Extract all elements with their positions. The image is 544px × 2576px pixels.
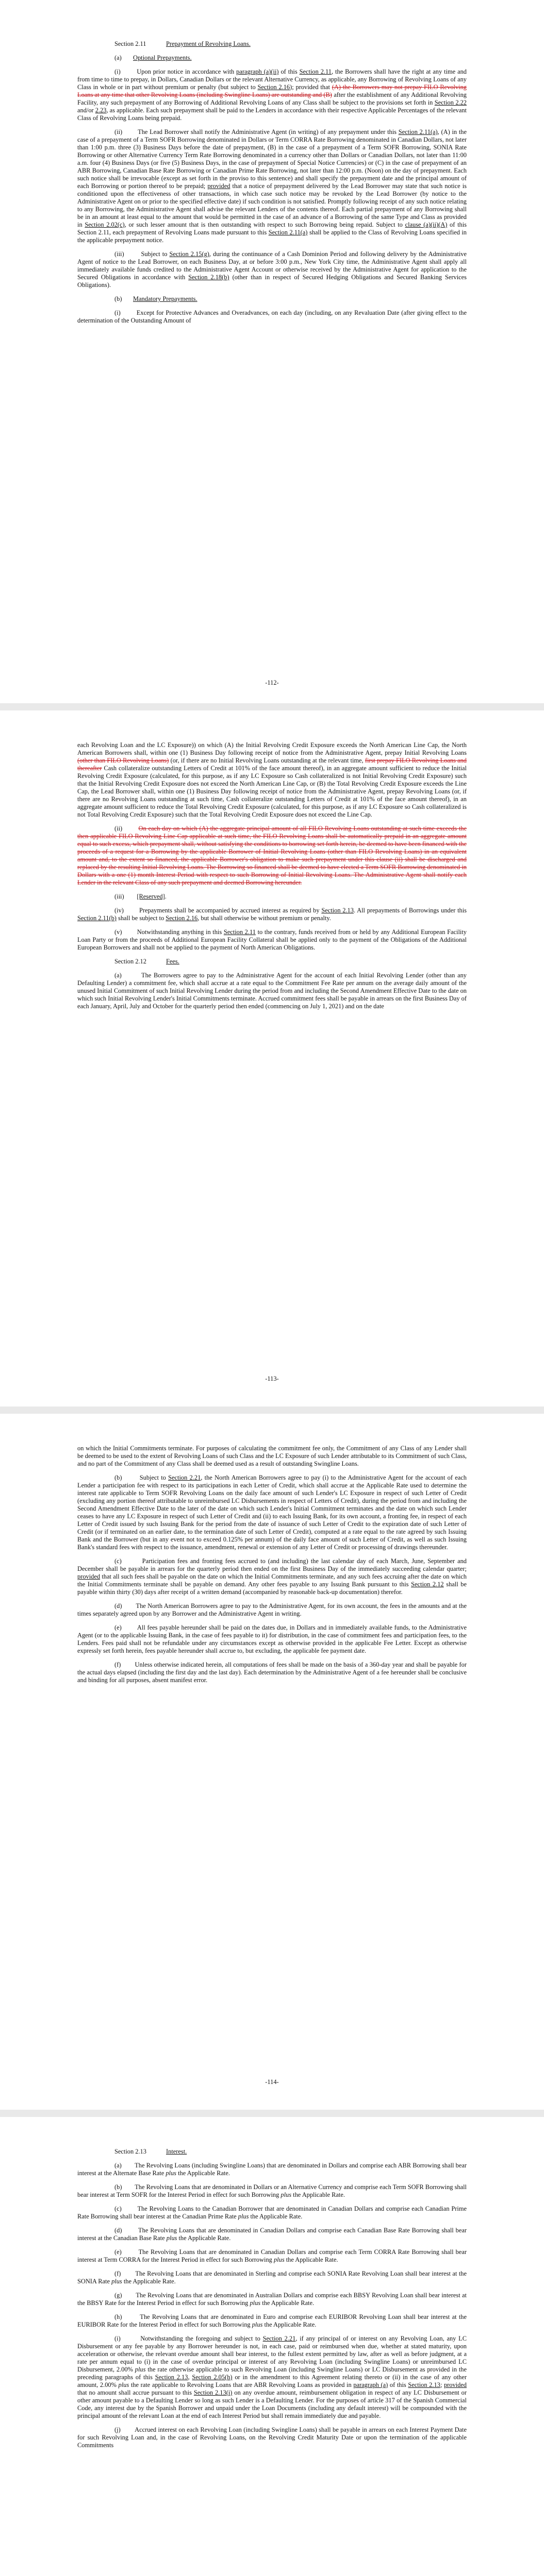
text-run: (ii): [114, 825, 139, 832]
text-run: on any overdue amount, reimbursement obligation in respect of any LC Disbursement or other amount payable to a Defaulting Lender so long as such Lender is a Defaulting Lender. For the purposes of article 317 of the Spanish Commercial Code, any interest due by the Spanish Borrower and unpaid under the Loan Documents (including any default interest) will be compounded with the principal amount of the relevant Loan at the end of each Interest Period but shall remain immediately due and payable.: [77, 2389, 467, 2419]
section-title: Prepayment of Revolving Loans.: [166, 40, 251, 47]
text-run: . All prepayments of Borrowings under this: [353, 907, 467, 914]
cross-reference: Section 2.15(g): [169, 250, 209, 258]
cross-reference: Section 2.18(b): [188, 274, 229, 281]
text-run: , during the continuance of a Cash Dominion Period and following delivery by the Administrative Agent of notice to the Lead Borrower, on each Business Day, at or before 3:00 p.m., New York City time, the Administrative Agent shall apply all immediately available funds credited to the Administrative Agent Account or otherwise received by the Administrative Agent for application to the Secured Obligations in accordance with: [77, 250, 467, 281]
document-page-2: [0, 710, 544, 1406]
subsection-title: Mandatory Prepayments.: [133, 295, 197, 302]
cross-reference: provided: [207, 182, 230, 190]
text-run: (i) Upon prior notice in accordance with: [114, 68, 237, 75]
emphasis-text: plus: [238, 2213, 249, 2220]
cross-reference: provided: [443, 2381, 467, 2388]
section-heading: [77, 40, 467, 48]
text-run: of this Section 2.11, each prepayment of Revolving Loans made pursuant to this: [77, 221, 467, 236]
text-run: the Applicable Rate.: [249, 2213, 303, 2220]
text-run: that a notice of prepayment delivered by the Lead Borrower may state that such notice is conditioned upon the effectiveness of other transactions, in which case such notice may be revoked by the Lead Borrower (by notice to the Administrative Agent on or prior to the specified effective date) if such condition is not satisfied. Promptly following receipt of any such notice relating to any Borrowing, the Administrative Agent shall advise the relevant Lenders of the contents thereof. Each partial prepayment of any Borrowing shall be in an amount at least equal to the amount that would be permitted in the case of an advance of a Borrowing of the same Type and Class as provided in: [77, 182, 467, 228]
deleted-text: first prepay FILO Revolving Loans and thereafter: [77, 757, 467, 772]
page-body: [77, 40, 467, 648]
text-run: (b) Subject to: [114, 1474, 169, 1481]
paragraph: [77, 1557, 467, 1596]
paragraph: [77, 825, 467, 887]
section-number: Section 2.12: [114, 958, 146, 965]
paragraph: [77, 2183, 467, 2199]
page-body: [77, 1445, 467, 2053]
emphasis-text: plus: [252, 2321, 263, 2328]
page-separator: [0, 1406, 544, 1414]
text-run: Cash collateralize outstanding Letters of Credit at 101% of the face amount thereof), in an aggregate amount sufficient to reduce the Initial Revolving Credit Exposure (calculated, for this purpose, as if any LC Exposure so Cash collateralized is not Initial Revolving Credit Exposure) such that the Initial Revolving Credit Exposure does not exceed the North American Line Cap, or (B) the Total Revolving Credit Exposure exceeds the Line Cap, the Lead Borrower shall, within one (1) Business Day following receipt of notice from the Administrative Agent, prepay Revolving Loans (or, if there are no Revolving Loans outstanding at such time, Cash collateralize outstanding Letters of Credit at 101% of the face amount thereof), in an aggregate amount sufficient to reduce the Total Revolving Credit Exposure (calculated, for this purpose, as if any LC Exposure so Cash collateralized is not Total Revolving Credit Exposure) such that the Total Revolving Credit Exposure does not exceed the Line Cap.: [77, 765, 467, 818]
subsection-label: (b): [114, 295, 122, 302]
text-run: shall be payable within thirty (30) days after receipt of a written demand (accompanied by reasonable back-up documentation) therefor.: [77, 1581, 467, 1596]
text-run: the Applicable Rate.: [122, 2278, 176, 2285]
document-page-3: [0, 1414, 544, 2110]
text-run: (b) The Revolving Loans that are denominated in Dollars or an Alternative Currency and comprise each Term SOFR Borrowing shall bear interest at Term SOFR for the Interest Period in effect for such Borrowing: [77, 2183, 467, 2198]
text-run: , as applicable. Each such prepayment shall be paid to the Lenders in accordance with their respective Applicable Percentages of the relevant Class of Revolving Loans being prepaid.: [77, 107, 467, 122]
section-heading: [77, 958, 467, 965]
text-run: (v) Notwithstanding anything in this: [114, 928, 224, 936]
page-body: [77, 741, 467, 1349]
paragraph: [77, 893, 467, 901]
cross-reference: Section 2.13: [408, 2381, 440, 2388]
paragraph: [77, 128, 467, 244]
paragraph: [77, 1474, 467, 1551]
text-run: , or such lesser amount that is then outstanding with respect to such Borrowing being repaid. Subject to: [124, 221, 405, 228]
text-run: the Applicable Rate.: [176, 2170, 230, 2177]
text-run: , (A) in the case of a prepayment of a Term SOFR Borrowing denominated in Dollars or Term CORRA Rate Borrowing denominated in Canadian Dollars, not later than 1:00 p.m. three (3) Business Days before the date of prepayment, (B) in the case of a prepayment of a Term SOFR Borrowing, SONIA Rate Borrowing or other Alternative Currency Term Rate Borrowing denominated in a currency other than Dollars or Canadian Dollars, not later than 11:00 a.m. four (4) Business Days (or five (5) Business Days, in the case of prepayment of Special Notice Currencies) or (C) in the case of prepayment of an ABR Borrowing, Canadian Base Rate Borrowing or Canadian Prime Rate Borrowing, not later than 12:00 p.m. (Noon) on the day of prepayment. Each such notice shall be irrevocable (except as set forth in the proviso to this sentence) and shall specify the prepayment date and the principal amount of each Borrowing or portion thereof to be prepaid;: [77, 128, 467, 190]
text-run: (iii) Subject to: [114, 250, 170, 258]
paragraph: [77, 907, 467, 922]
text-run: shall be subject to: [116, 914, 166, 922]
paragraph: [77, 2292, 467, 2307]
cross-reference: Section 2.11(b): [77, 914, 117, 922]
emphasis-text: plus: [281, 2191, 292, 2198]
text-run: ); provided that: [290, 83, 332, 91]
cross-reference: Section 2.13: [321, 907, 354, 914]
cross-reference: Section 2.11(a): [268, 229, 308, 236]
cross-reference: Section 2.21: [168, 1474, 201, 1481]
section-number: Section 2.11: [114, 40, 146, 47]
text-run: the Applicable Rate.: [177, 2234, 231, 2242]
text-run: on which the Initial Commitments terminate. For purposes of calculating the commitment fee only, the Commitment of any Class of any Lender shall be deemed to be used to the extent of Revolving Loans of such Class and the LC Exposure of such Lender attributable to its Commitment of such Class, and no part of the Commitment of any Class shall be deemed used as a result of outstanding Swingline Loans.: [77, 1445, 467, 1467]
text-run: (h) The Revolving Loans that are denominated in Euro and comprise each EURIBOR Revolving Loan shall bear interest at the EURIBOR Rate for the Interest Period in effect for such Borrowing: [77, 2313, 467, 2328]
page-number: -114-: [265, 2078, 279, 2086]
text-run: (i) Notwithstanding the foregoing and subject to: [114, 2335, 263, 2342]
document-page-1: [0, 0, 544, 703]
emphasis-text: plus: [166, 2234, 177, 2242]
paragraph: [77, 68, 467, 122]
text-run: that all such fees shall be payable on the date on which the Initial Commitments terminate, and any such fees accruing after the date on which the Initial Commitments terminate shall be payable on demand. Any other fees payable to any Issuing Bank pursuant to this: [77, 1573, 467, 1588]
text-run: (or, if there are no Initial Revolving Loans outstanding at the relevant time,: [169, 757, 365, 764]
text-run: (ii) The Lead Borrower shall notify the Administrative Agent (in writing) of any prepayment under this: [114, 128, 399, 135]
text-run: , but shall otherwise be without premium or penalty.: [197, 914, 331, 922]
cross-reference: Section 2.11: [223, 928, 256, 936]
cross-reference: Section 2.21: [262, 2335, 296, 2342]
text-run: (g) The Revolving Loans that are denominated in Australian Dollars and comprise each BBSY Revolving Loan shall bear interest at the BBSY Rate for the Interest Period in effect for such Borrowing: [77, 2292, 467, 2307]
text-run: (a) The Borrowers agree to pay to the Administrative Agent for the account of each Initial Revolving Lender (other than any Defaulting Lender) a commitment fee, which shall accrue at a rate equal to the Commitment Fee Rate per annum on the average daily amount of the unused Initial Commitment of such Initial Revolving Lender during the period from and including the Second Amendment Effective Date to the date on which such Initial Revolving Lender's Initial Commitments terminate. Accrued commitment fees shall be payable in arrears on the first Business Day of each January, April, July and October for the quarterly period then ended (commencing on July 1, 2021) and on the date: [77, 972, 467, 1010]
text-run: to the contrary, funds received from or held by any Additional European Facility Loan Party or from the proceeds of Additional European Facility Collateral shall be applied only to the payment of the Obligations of the Additional European Borrowers and shall not be applied to the payment of North American Obligations.: [77, 928, 467, 951]
cross-reference: Section 2.05(h): [192, 2374, 233, 2381]
cross-reference: Section 2.11: [299, 68, 332, 75]
text-run: , the Borrowers shall have the right at any time and from time to time to prepay, in Dollars, Canadian Dollars or the relevant Alternative Currency, as applicable, any Borrowing of Revolving Loans of any Class in whole or in part without premium or penalty (but subject to: [77, 68, 467, 91]
cross-reference: paragraph (a)(ii): [236, 68, 279, 75]
text-run: (a) The Revolving Loans (including Swingline Loans) that are denominated in Dollars and comprise each ABR Borrowing shall bear interest at the Alternate Base Rate: [77, 2162, 467, 2177]
deleted-text: On each day on which (A) the aggregate principal amount of all FILO Revolving Loans outstanding at such time exceeds the then applicable FILO Revolving Line Cap applicable at such time, the FILO Revolving Loans shall be automatically prepaid in an aggregate amount equal to such excess, which prepayment shall, without satisfying the conditions to borrowing set forth herein, be deemed to have been financed with the proceeds of a request for a Borrowing by the applicable Borrower of Initial Revolving Loans (other than FILO Revolving Loans) in an equivalent amount and, to the extent so financed, the applicable Borrower's obligation to make such prepayment under this clause (ii) shall be discharged and replaced by the resulting Initial Revolving Loans. The Borrowing so financed shall be deemed to have elected a Term SOFR Borrowing denominated in Dollars with a one (1) month Interest Period with respect to such Borrowing of Initial Revolving Loans. The Administrative Agent shall notify each Lender in the relevant Class of any such prepayment and deemed Borrowing hereunder.: [77, 825, 467, 886]
cross-reference: Section 2.16: [166, 914, 198, 922]
page-separator: [0, 2110, 544, 2117]
text-run: that no amount shall accrue pursuant to this: [77, 2389, 194, 2396]
paragraph: [77, 2205, 467, 2221]
text-run: (i) Except for Protective Advances and Overadvances, on each day (including, on any Revaluation Date (after giving effect to the determination of the Outstanding Amount of: [77, 309, 467, 324]
cross-reference: provided: [77, 1573, 101, 1580]
deleted-text: (other than FILO Revolving Loans): [77, 757, 169, 764]
text-run: (e) The Revolving Loans that are denominated in Canadian Dollars and comprise each Term CORRA Rate Borrowing shall bear interest at Term CORRA for the Interest Period in effect for such Borrowing: [77, 2248, 467, 2263]
text-run: or in the amendment to this Agreement relating thereto or (ii) in the case of any other amount, 2.00%: [77, 2374, 467, 2388]
emphasis-text: plus: [118, 2381, 129, 2388]
cross-reference: Section 2.12: [411, 1581, 444, 1588]
text-run: shall be applied to the Class of Revolving Loans specified in the applicable prepayment notice.: [77, 229, 467, 244]
paragraph: [77, 1661, 467, 1684]
text-run: the rate otherwise applicable to such Revolving Loan (including Swingline Loans) or LC Disbursement as provided in the preceding paragraphs of this: [77, 2366, 467, 2381]
text-run: ,: [188, 2374, 192, 2381]
subsection-title: Optional Prepayments.: [133, 54, 192, 61]
paragraph: [77, 2335, 467, 2420]
text-run: (d) The Revolving Loans that are denominated in Canadian Dollars and comprise each Canadian Base Rate Borrowing shall bear interest at the Canadian Base Rate: [77, 2227, 467, 2242]
emphasis-text: plus: [273, 2256, 285, 2263]
text-run: (e) All fees payable hereunder shall be paid on the dates due, in Dollars and in immediately available funds, to the Administrative Agent (or to the applicable Issuing Bank, in the case of fees payable to it) for distribution, in the case of commitment fees and participation fees, to the Lenders. Fees paid shall not be refundable under any circumstances except as otherwise provided in the applicable Fee Letter. Except as otherwise expressly set forth herein, fees payable hereunder shall accrue to, but excluding, the applicable fee payment date.: [77, 1624, 467, 1654]
text-run: ;: [440, 2381, 444, 2388]
text-run: .: [164, 893, 167, 900]
cross-reference: Section 2.16: [257, 83, 290, 91]
cross-reference: Section 2.13: [155, 2374, 188, 2381]
paragraph: [77, 2313, 467, 2329]
text-run: , the North American Borrowers agree to pay (i) to the Administrative Agent for the account of each Lender a participation fee with respect to its participations in each Letter of Credit, which shall accrue at the Applicable Rate used to determine the interest rate applicable to Term SOFR Revolving Loans on the daily face amount of such Lender's LC Exposure in respect of such Letter of Credit (excluding any portion thereof attributable to unreimbursed LC Disbursements in respect of Letters of Credit), during the period from and including the Second Amendment Effective Date to the later of the date on which such Lender's Initial Commitment terminates and the date on which such Lender ceases to have any LC Exposure in respect of such Letter of Credit and (ii) to each Issuing Bank, for its own account, a fronting fee, in respect of each Letter of Credit issued by such Issuing Bank for the period from the date of issuance of such Letter of Credit to the expiration date of such Letter of Credit (or if terminated on an earlier date, to the termination date of such Letter of Credit), computed at a rate equal to the rate agreed by such Issuing Bank and the Borrower (but in any event not to exceed 0.125% per annum) of the daily face amount of such Letter of Credit, as well as such Issuing Bank's standard fees with respect to the issuance, amendment, renewal or extension of any Letter of Credit or processing of drawings thereunder.: [77, 1474, 467, 1551]
emphasis-text: plus: [135, 2366, 146, 2373]
paragraph-continued: [77, 741, 467, 819]
text-run: , if any principal of or interest on any Revolving Loan, any LC Disbursement or any fee payable by any Borrower hereunder is not, in each case, paid or reimbursed when due, whether at stated maturity, upon acceleration or otherwise, the relevant overdue amount shall bear interest, to the fullest extent permitted by law, after as well as before judgment, at a rate per annum equal to (i) in the case of overdue principal or interest of any Revolving Loan (including Swingline Loans) or unreimbursed LC Disbursement, 2.00%: [77, 2335, 467, 2373]
paragraph: [77, 309, 467, 325]
emphasis-text: plus: [111, 2278, 122, 2285]
paragraph: [77, 2270, 467, 2285]
text-run: of this: [388, 2381, 408, 2388]
page-separator: [0, 703, 544, 710]
text-run: (iv) Prepayments shall be accompanied by accrued interest as required by: [114, 907, 322, 914]
text-run: the Applicable Rate.: [262, 2321, 317, 2328]
paragraph: [77, 1602, 467, 1618]
paragraph: [77, 928, 467, 952]
paragraph: [77, 972, 467, 1010]
paragraph: [77, 2162, 467, 2177]
cross-reference: Section 2.02(c): [85, 221, 125, 228]
page-number: -112-: [265, 679, 279, 686]
text-run: (c) Participation fees and fronting fees accrued to (and including) the last calendar day of each March, June, September and December shall be payable in arrears for the quarterly period then ended on the first Business Day of the immediately succeeding calendar quarter;: [77, 1557, 467, 1572]
text-run: (f) The Revolving Loans that are denominated in Sterling and comprise each SONIA Rate Revolving Loan shall bear interest at the SONIA Rate: [77, 2270, 467, 2285]
subsection-label: (a): [114, 54, 122, 61]
text-run: the rate applicable to Revolving Loans that are ABR Revolving Loans as provided in: [129, 2381, 354, 2388]
paragraph: [77, 2426, 467, 2449]
cross-reference: paragraph (a): [353, 2381, 388, 2388]
emphasis-text: plus: [250, 2299, 261, 2307]
cross-reference: clause (a)(ii)(A): [405, 221, 448, 228]
text-run: after the establishment of any Additional Revolving Facility, any such prepayment of any Borrowing of Additional Revolving Loans of any Class shall be subject to the provisions set forth in: [77, 91, 467, 106]
document-page-4: [0, 2117, 544, 2576]
section-title: Fees.: [166, 958, 179, 965]
text-run: (f) Unless otherwise indicated herein, all computations of fees shall be made on the basis of a 360-day year and shall be payable for the actual days elapsed (including the first day and the last day). Each determination by the Administrative Agent of a fee hereunder shall be conclusive and binding for all purposes, absent manifest error.: [77, 1661, 467, 1684]
paragraph: [77, 250, 467, 289]
cross-reference: Section 2.22: [434, 99, 467, 106]
paragraph: [77, 2248, 467, 2264]
cross-reference: [Reserved]: [137, 893, 165, 900]
text-run: the Applicable Rate.: [284, 2256, 338, 2263]
paragraph-continued: [77, 1445, 467, 1468]
cross-reference: Section 2.13(i): [193, 2389, 233, 2396]
text-run: (iii): [114, 893, 137, 900]
section-title: Interest.: [166, 2148, 187, 2155]
text-run: (j) Accrued interest on each Revolving Loan (including Swingline Loans) shall be payable in arrears on each Interest Payment Date for such Revolving Loan and, in the case of Revolving Loans, on the Revolving Credit Maturity Date or upon the termination of the applicable Commitments: [77, 2426, 467, 2449]
text-run: the Applicable Rate.: [291, 2191, 345, 2198]
emphasis-text: plus: [166, 2170, 176, 2177]
subsection-heading: [77, 295, 467, 303]
section-heading: [77, 2148, 467, 2156]
cross-reference: Section 2.11(a): [398, 128, 438, 135]
paragraph: [77, 2227, 467, 2242]
page-body: [77, 2148, 467, 2576]
deleted-text: (A) the Borrowers may not prepay FILO Revolving Loans at any time that other Revolving Loans (including Swingline Loans) are outstanding and (B): [77, 83, 467, 98]
text-run: and/or: [77, 107, 95, 114]
paragraph: [77, 1624, 467, 1655]
text-run: (other than in respect of Secured Hedging Obligations and Secured Banking Services Obligations).: [77, 274, 467, 289]
text-run: (d) The North American Borrowers agree to pay to the Administrative Agent, for its own account, the fees in the amounts and at the times separately agreed upon by any Borrower and the Administrative Agent in writing.: [77, 1602, 467, 1617]
section-number: Section 2.13: [114, 2148, 146, 2155]
text-run: of this: [278, 68, 300, 75]
text-run: the Applicable Rate.: [260, 2299, 315, 2307]
text-run: (c) The Revolving Loans to the Canadian Borrower that are denominated in Canadian Dollars and comprise each Canadian Prime Rate Borrowing shall bear interest at the Canadian Prime Rate: [77, 2205, 467, 2220]
page-number: -113-: [265, 1375, 279, 1382]
text-run: each Revolving Loan and the LC Exposure)) on which (A) the Initial Revolving Credit Exposure exceeds the North American Line Cap, the North American Borrowers shall, within one (1) Business Day following receipt of notice from the Administrative Agent, prepay Initial Revolving Loans: [77, 741, 467, 756]
cross-reference: 2.23: [95, 107, 107, 114]
subsection-heading: [77, 54, 467, 62]
